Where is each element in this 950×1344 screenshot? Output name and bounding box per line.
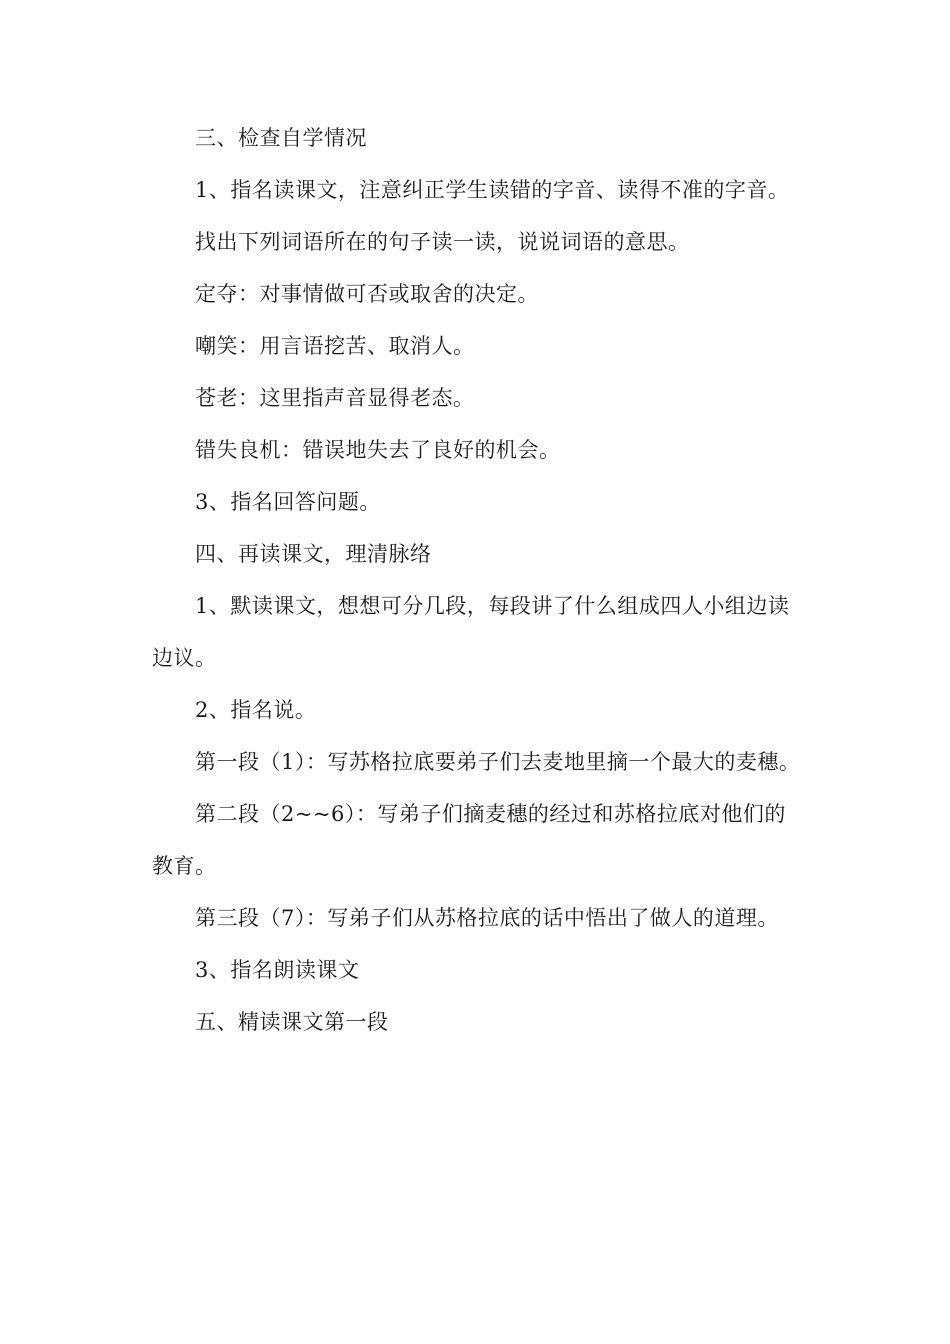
vocab-cuoshi-liangji: 错失良机：错误地失去了良好的机会。	[195, 438, 561, 462]
section-heading-reread: 四、再读课文，理清脉络	[195, 542, 432, 566]
document-body	[152, 112, 802, 1048]
paragraph-answer-questions: 3、指名回答问题。	[195, 490, 381, 514]
vocab-dingduo: 定夺：对事情做可否或取舍的决定。	[195, 282, 539, 306]
paragraph-silent-reading: 1、默读课文，想想可分几段，每段讲了什么组成四人小组边读边议。	[152, 594, 790, 670]
paragraph-read-aloud: 1、指名读课文，注意纠正学生读错的字音、读得不准的字音。	[195, 178, 790, 202]
paragraph-section-one: 第一段（1）：写苏格拉底要弟子们去麦地里摘一个最大的麦穗。	[195, 750, 801, 774]
vocab-chaoxiao: 嘲笑：用言语挖苦、取消人。	[195, 334, 475, 358]
paragraph-section-two: 第二段（2~~6）：写弟子们摘麦穗的经过和苏格拉底对他们的教育。	[152, 802, 786, 878]
section-heading-check-self-study: 三、检查自学情况	[195, 126, 367, 150]
section-heading-intensive-reading: 五、精读课文第一段	[195, 1010, 389, 1034]
paragraph-find-words: 找出下列词语所在的句子读一读，说说词语的意思。	[195, 230, 690, 254]
paragraph-read-text: 3、指名朗读课文	[195, 958, 360, 982]
vocab-canglao: 苍老：这里指声音显得老态。	[195, 386, 475, 410]
paragraph-name-speak: 2、指名说。	[195, 698, 317, 722]
paragraph-section-three: 第三段（7）：写弟子们从苏格拉底的话中悟出了做人的道理。	[195, 906, 779, 930]
